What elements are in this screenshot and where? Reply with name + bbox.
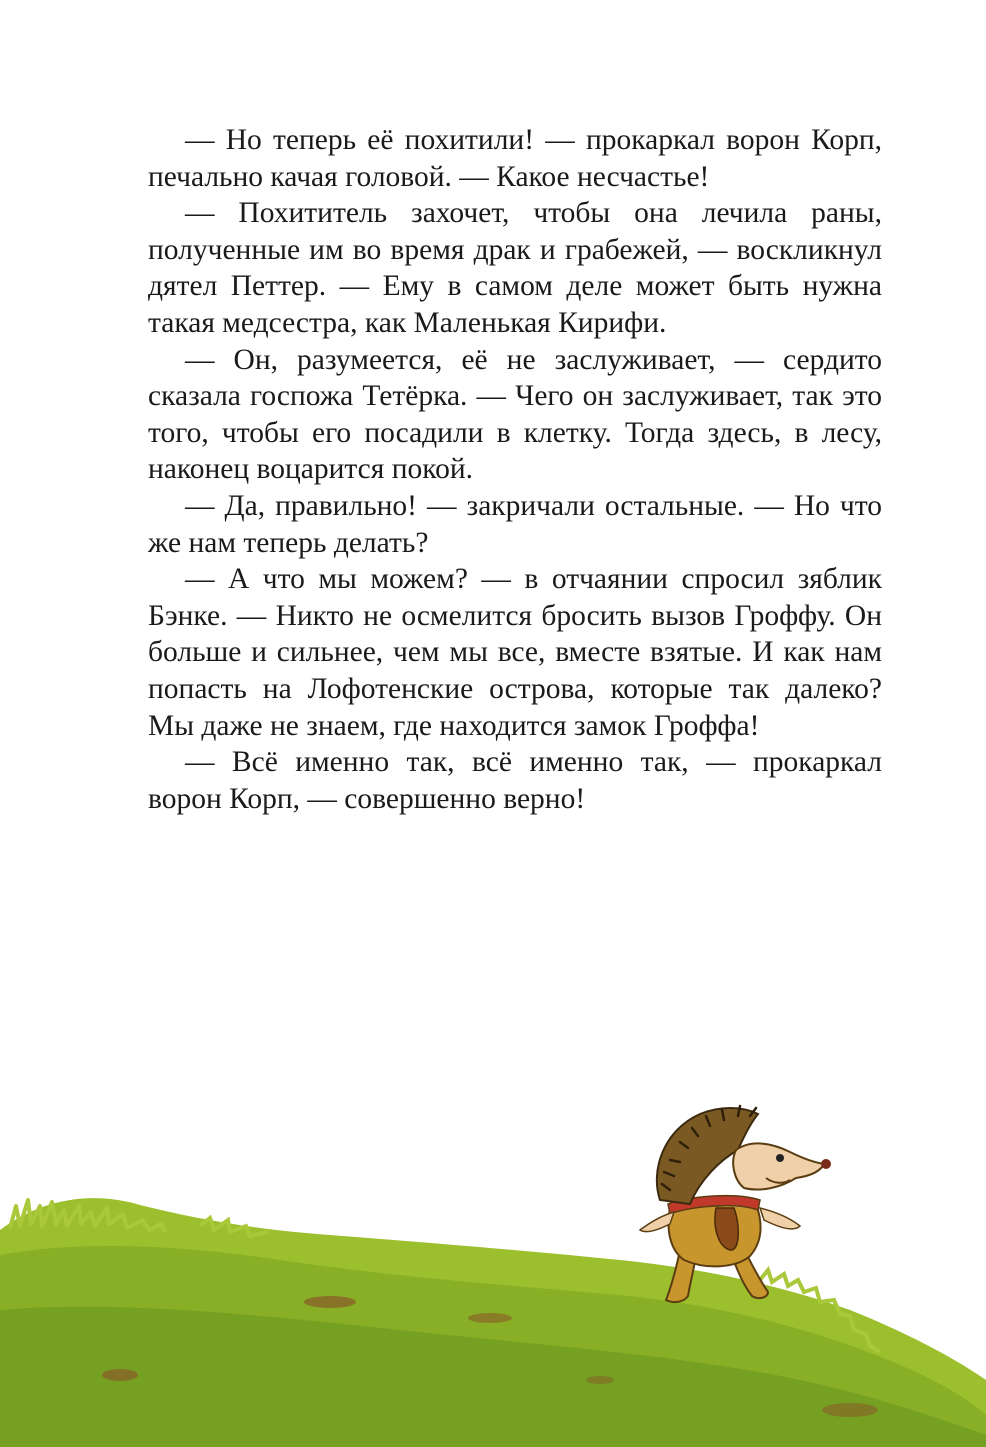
paragraph-3: — Он, разумеется, её не заслуживает, — сердито сказала госпожа Тетёрка. — Чего он заслуживает, так это того, чтобы его посадили в клетку. Тогда здесь, в лесу, наконец воцарится покой. bbox=[148, 343, 882, 486]
hedgehog-illustration bbox=[0, 1080, 986, 1447]
paragraph-1: — Но теперь её похитили! — прокаркал ворон Корп, печально качая головой. — Какое несчастье! bbox=[148, 124, 882, 193]
story-text bbox=[148, 122, 882, 817]
paragraph-4: — Да, правильно! — закричали остальные. — Но что же нам теперь делать? bbox=[148, 489, 882, 559]
paragraph-6: — Всё именно так, всё именно так, — прокаркал ворон Корп, — совершенно верно! bbox=[148, 746, 882, 815]
paragraph-5: — А что мы можем? — в отчаянии спросил зяблик Бэнке. — Никто не осмелится бросить вызов Гроффу. Он больше и сильнее, чем мы все, вместе взятые. И как нам попасть на Лофотенские острова, которые так далеко? Мы даже не знаем, где находится замок Гроффа! bbox=[148, 563, 882, 742]
grass-hill bbox=[0, 1198, 986, 1447]
paragraph-2: — Похититель захочет, чтобы она лечила раны, полученные им во время драк и грабежей, — воскликнул дятел Петтер. — Ему в самом деле может быть нужна такая медсестра, как Маленькая Кирифи. bbox=[148, 197, 882, 339]
